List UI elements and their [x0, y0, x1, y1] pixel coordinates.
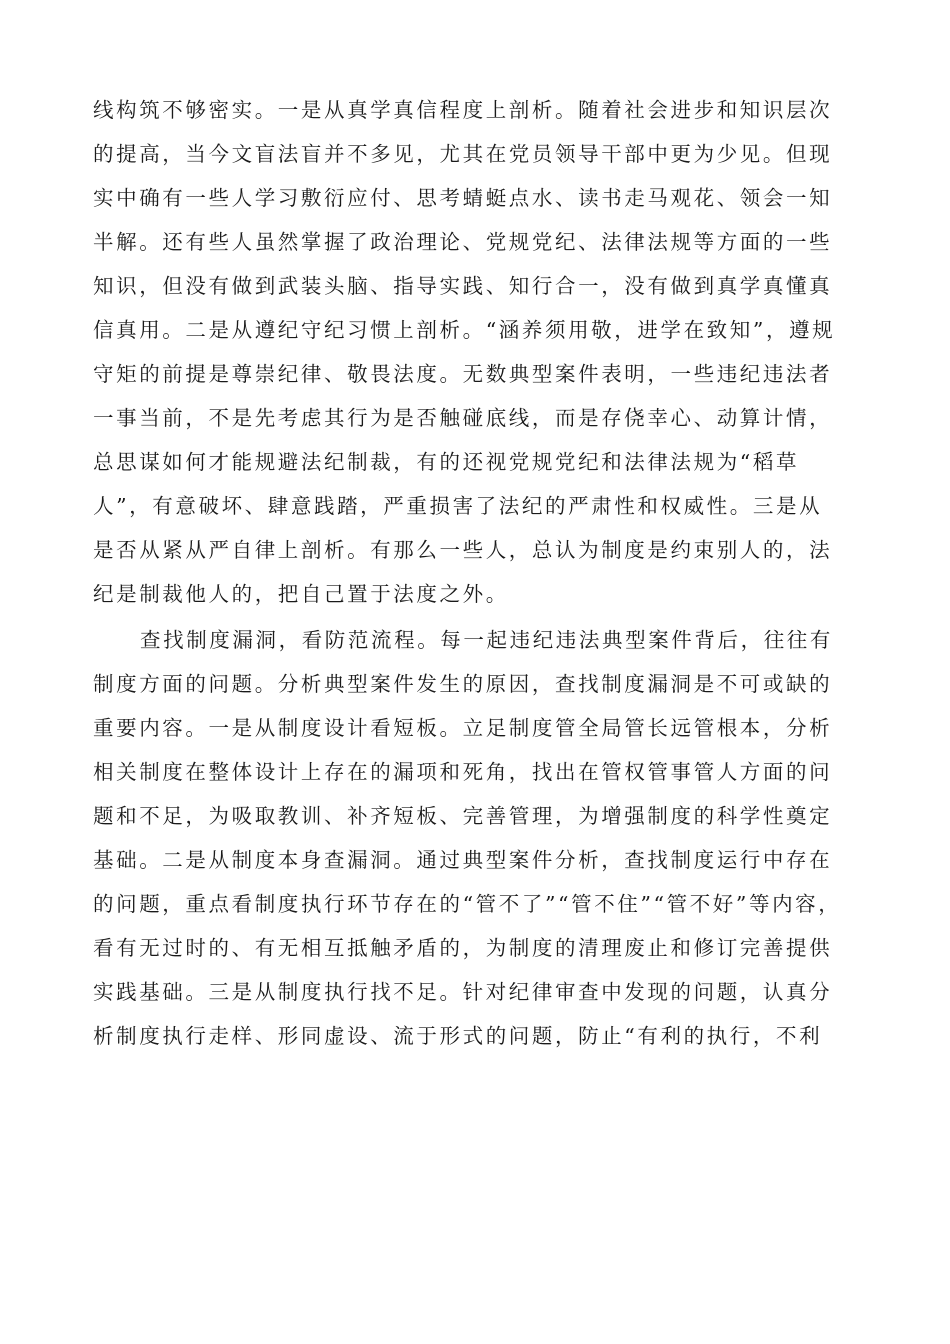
paragraph-line: 一事当前，不是先考虑其行为是否触碰底线，而是存侥幸心、动算计情，	[93, 406, 833, 430]
paragraph-line: 看有无过时的、有无相互抵触矛盾的，为制度的清理废止和修订完善提供	[93, 936, 833, 960]
paragraph-line: 的提高，当今文盲法盲并不多见，尤其在党员领导干部中更为少见。但现	[93, 142, 833, 166]
paragraph-line: 知识，但没有做到武装头脑、指导实践、知行合一，没有做到真学真懂真	[93, 274, 833, 298]
paragraph-line: 是否从紧从严自律上剖析。有那么一些人，总认为制度是约束别人的，法	[93, 538, 833, 562]
paragraph-line: 人”，有意破坏、肆意践踏，严重损害了法纪的严肃性和权威性。三是从	[93, 494, 823, 518]
paragraph-line: 总思谋如何才能规避法纪制裁，有的还视党规党纪和法律法规为“稻草	[93, 450, 800, 474]
paragraph-line: 实践基础。三是从制度执行找不足。针对纪律审查中发现的问题，认真分	[93, 980, 833, 1004]
paragraph-line: 相关制度在整体设计上存在的漏项和死角，找出在管权管事管人方面的问	[93, 760, 833, 784]
paragraph-line: 的问题，重点看制度执行环节存在的“管不了”“管不住”“管不好”等内容，	[93, 892, 842, 916]
paragraph-line: 守矩的前提是尊崇纪律、敬畏法度。无数典型案件表明，一些违纪违法者	[93, 362, 833, 386]
paragraph-line: 查找制度漏洞，看防范流程。每一起违纪违法典型案件背后，往往有	[140, 628, 833, 652]
paragraph-2	[93, 618, 858, 1058]
paragraph-line: 重要内容。一是从制度设计看短板。立足制度管全局管长远管根本，分析	[93, 716, 833, 740]
paragraph-line: 制度方面的问题。分析典型案件发生的原因，查找制度漏洞是不可或缺的	[93, 672, 833, 696]
paragraph-line: 纪是制裁他人的，把自己置于法度之外。	[93, 582, 509, 606]
paragraph-1	[93, 88, 858, 616]
paragraph-line: 题和不足，为吸取教训、补齐短板、完善管理，为增强制度的科学性奠定	[93, 804, 833, 828]
paragraph-line: 信真用。二是从遵纪守纪习惯上剖析。“涵养须用敬，进学在致知”，遵规	[93, 318, 836, 342]
paragraph-line: 实中确有一些人学习敷衍应付、思考蜻蜓点水、读书走马观花、领会一知	[93, 186, 833, 210]
paragraph-line: 基础。二是从制度本身查漏洞。通过典型案件分析，查找制度运行中存在	[93, 848, 833, 872]
paragraph-line: 析制度执行走样、形同虚设、流于形式的问题，防止“有利的执行，不利	[93, 1024, 823, 1048]
paragraph-line: 半解。还有些人虽然掌握了政治理论、党规党纪、法律法规等方面的一些	[93, 230, 833, 254]
paragraph-line: 线构筑不够密实。一是从真学真信程度上剖析。随着社会进步和知识层次	[93, 98, 833, 122]
document-body	[93, 88, 858, 1058]
